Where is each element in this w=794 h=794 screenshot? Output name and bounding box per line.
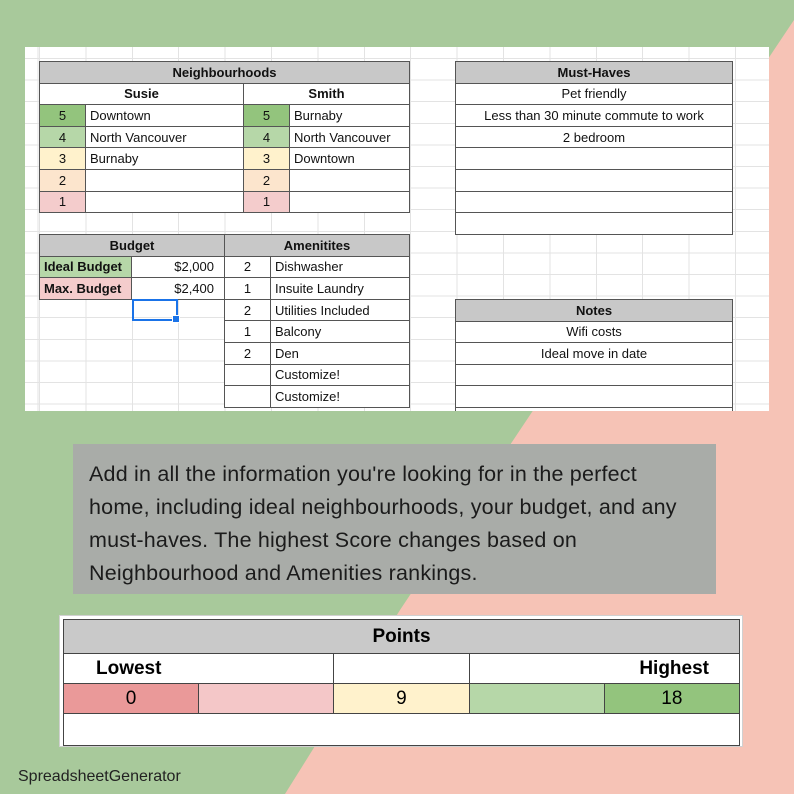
neighbourhood-cell[interactable] [289, 169, 409, 191]
rank-cell[interactable]: 4 [40, 126, 86, 148]
points-empty-row [64, 714, 740, 746]
max-budget-label[interactable]: Max. Budget [40, 278, 132, 300]
person-name-susie[interactable]: Susie [40, 83, 244, 105]
must-have-cell[interactable] [456, 213, 733, 235]
note-cell[interactable] [456, 386, 733, 408]
neighbourhood-cell[interactable]: Burnaby [289, 105, 409, 127]
points-scale-cell [469, 684, 604, 714]
ideal-budget-value[interactable]: $2,000 [132, 256, 225, 278]
info-text: Add in all the information you're looking for in the perfect home, including ideal neighbourhoods, your budget, and any must-haves. The highest Score changes based on Neighbourhood and Amenities rankings. [89, 462, 677, 585]
amenities-table [224, 234, 410, 408]
must-haves-table [455, 61, 733, 235]
max-budget-value[interactable]: $2,400 [132, 278, 225, 300]
neighbourhood-cell[interactable]: Downtown [86, 105, 244, 127]
neighbourhood-cell[interactable]: North Vancouver [289, 126, 409, 148]
must-have-cell[interactable] [456, 191, 733, 213]
amenity-score[interactable]: 1 [225, 321, 271, 343]
neighbourhoods-title[interactable]: Neighbourhoods [40, 62, 410, 84]
must-have-cell[interactable]: Pet friendly [456, 83, 733, 105]
amenity-name[interactable]: Customize! [271, 364, 410, 386]
amenity-name[interactable]: Customize! [271, 386, 410, 408]
points-scale-cell: 9 [334, 684, 469, 714]
ideal-budget-label[interactable]: Ideal Budget [40, 256, 132, 278]
amenity-name[interactable]: Balcony [271, 321, 410, 343]
note-cell[interactable]: Wifi costs [456, 321, 733, 343]
neighbourhood-cell[interactable] [86, 191, 244, 213]
points-panel [59, 615, 743, 747]
brand-label: SpreadsheetGenerator [18, 768, 181, 785]
amenity-name[interactable]: Utilities Included [271, 299, 410, 321]
amenity-score[interactable] [225, 386, 271, 408]
must-have-cell[interactable] [456, 169, 733, 191]
rank-cell[interactable]: 3 [40, 148, 86, 170]
amenity-score[interactable]: 2 [225, 342, 271, 364]
rank-cell[interactable]: 1 [243, 191, 289, 213]
amenity-name[interactable]: Insuite Laundry [271, 278, 410, 300]
amenity-name[interactable]: Dishwasher [271, 256, 410, 278]
neighbourhood-cell[interactable]: North Vancouver [86, 126, 244, 148]
info-text-box [73, 444, 716, 594]
neighbourhood-cell[interactable]: Downtown [289, 148, 409, 170]
spreadsheet-view [25, 47, 769, 411]
note-cell[interactable]: Ideal move in date [456, 343, 733, 365]
person-name-smith[interactable]: Smith [243, 83, 409, 105]
amenity-score[interactable]: 2 [225, 256, 271, 278]
points-scale-cell: 18 [604, 684, 739, 714]
notes-title[interactable]: Notes [456, 300, 733, 322]
rank-cell[interactable]: 3 [243, 148, 289, 170]
neighbourhood-cell[interactable]: Burnaby [86, 148, 244, 170]
must-have-cell[interactable] [456, 148, 733, 170]
selected-cell[interactable] [132, 299, 178, 321]
amenities-title[interactable]: Amenitites [225, 235, 410, 257]
amenity-name[interactable]: Den [271, 342, 410, 364]
points-table [63, 619, 740, 746]
notes-table [455, 299, 733, 411]
amenity-score[interactable]: 2 [225, 299, 271, 321]
rank-cell[interactable]: 1 [40, 191, 86, 213]
highest-label: Highest [469, 654, 739, 684]
must-haves-title[interactable]: Must-Haves [456, 62, 733, 84]
rank-cell[interactable]: 2 [40, 169, 86, 191]
lowest-label: Lowest [64, 654, 334, 684]
must-have-cell[interactable]: Less than 30 minute commute to work [456, 105, 733, 127]
rank-cell[interactable]: 5 [243, 105, 289, 127]
rank-cell[interactable]: 4 [243, 126, 289, 148]
points-spacer [334, 654, 469, 684]
budget-table [39, 234, 225, 300]
budget-title[interactable]: Budget [40, 235, 225, 257]
amenity-score[interactable] [225, 364, 271, 386]
points-title: Points [64, 620, 740, 654]
rank-cell[interactable]: 5 [40, 105, 86, 127]
must-have-cell[interactable]: 2 bedroom [456, 126, 733, 148]
points-scale-cell: 0 [64, 684, 199, 714]
points-scale-cell [199, 684, 334, 714]
neighbourhood-cell[interactable] [86, 169, 244, 191]
note-cell[interactable] [456, 364, 733, 386]
neighbourhoods-table [39, 61, 410, 213]
rank-cell[interactable]: 2 [243, 169, 289, 191]
neighbourhood-cell[interactable] [289, 191, 409, 213]
amenity-score[interactable]: 1 [225, 278, 271, 300]
note-cell[interactable] [456, 407, 733, 411]
